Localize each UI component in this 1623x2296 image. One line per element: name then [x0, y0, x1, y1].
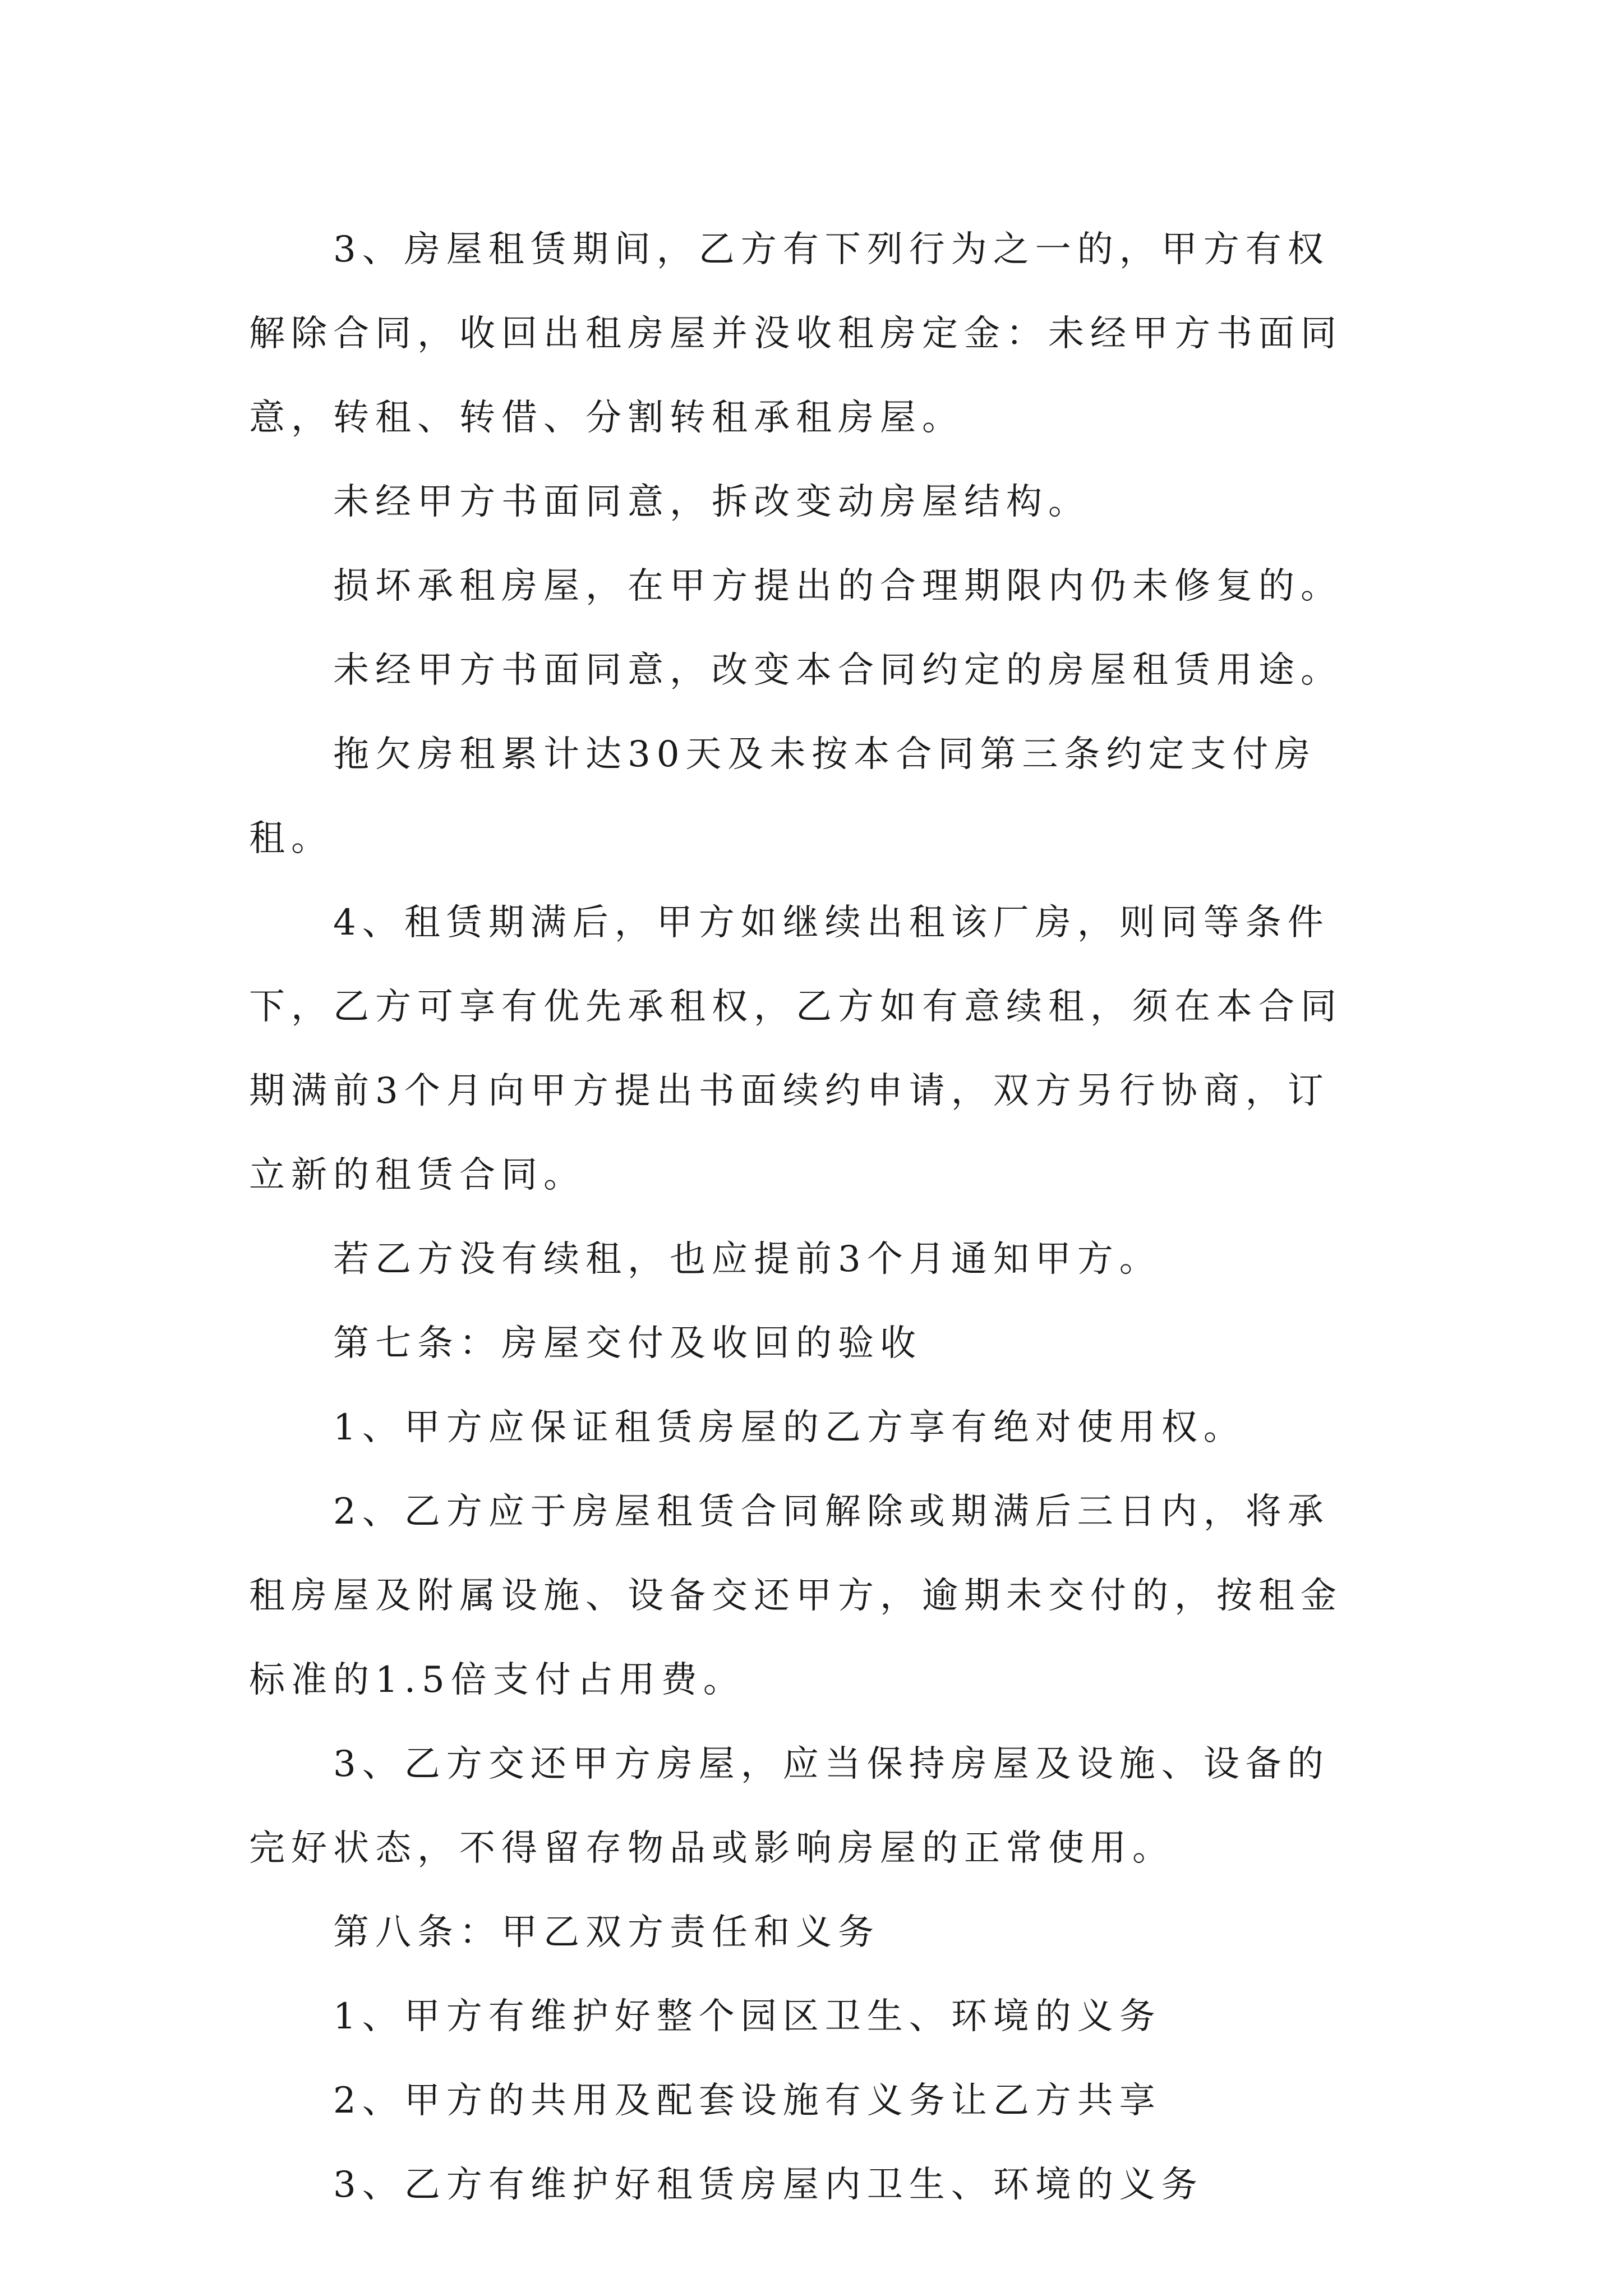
paragraph-line: 立新的租赁合同。 [249, 1154, 585, 1196]
paragraph-line: 若乙方没有续租，也应提前3个月通知甲方。 [333, 1239, 1161, 1280]
paragraph-line: 3、乙方有维护好租赁房屋内卫生、环境的义务 [333, 2164, 1204, 2206]
paragraph-line: 4、租赁期满后，甲方如继续出租该厂房，则同等条件 [333, 902, 1330, 944]
paragraph-line: 租。 [249, 818, 333, 859]
paragraph-line: 标准的1.5倍支付占用费。 [249, 1659, 745, 1701]
paragraph-line: 解除合同，收回出租房屋并没收租房定金：未经甲方书面同 [249, 313, 1343, 355]
paragraph-line: 租房屋及附属设施、设备交还甲方，逾期未交付的，按租金 [249, 1575, 1343, 1617]
paragraph-line: 拖欠房租累计达30天及未按本合同第三条约定支付房 [333, 734, 1317, 775]
paragraph-line: 未经甲方书面同意，拆改变动房屋结构。 [333, 481, 1090, 523]
document-body [249, 208, 1374, 2227]
section-heading: 第七条：房屋交付及收回的验收 [333, 1323, 922, 1364]
paragraph-line: 未经甲方书面同意，改变本合同约定的房屋租赁用途。 [333, 650, 1343, 691]
section-heading: 第八条：甲乙双方责任和义务 [333, 1912, 880, 1953]
paragraph-line: 3、房屋租赁期间，乙方有下列行为之一的，甲方有权 [333, 229, 1330, 270]
paragraph-line: 损坏承租房屋，在甲方提出的合理期限内仍未修复的。 [333, 565, 1343, 607]
paragraph-line: 意，转租、转借、分割转租承租房屋。 [249, 397, 964, 439]
paragraph-line: 1、甲方有维护好整个园区卫生、环境的义务 [333, 1996, 1161, 2037]
paragraph-line: 2、乙方应于房屋租赁合同解除或期满后三日内，将承 [333, 1491, 1330, 1533]
paragraph-line: 1、甲方应保证租赁房屋的乙方享有绝对使用权。 [333, 1407, 1246, 1448]
paragraph-line: 2、甲方的共用及配套设施有义务让乙方共享 [333, 2080, 1161, 2122]
paragraph-line: 3、乙方交还甲方房屋，应当保持房屋及设施、设备的 [333, 1743, 1330, 1785]
paragraph-line: 期满前3个月向甲方提出书面续约申请，双方另行协商，订 [249, 1070, 1330, 1112]
paragraph-line: 完好状态，不得留存物品或影响房屋的正常使用。 [249, 1828, 1174, 1869]
paragraph-line: 下，乙方可享有优先承租权，乙方如有意续租，须在本合同 [249, 986, 1343, 1028]
